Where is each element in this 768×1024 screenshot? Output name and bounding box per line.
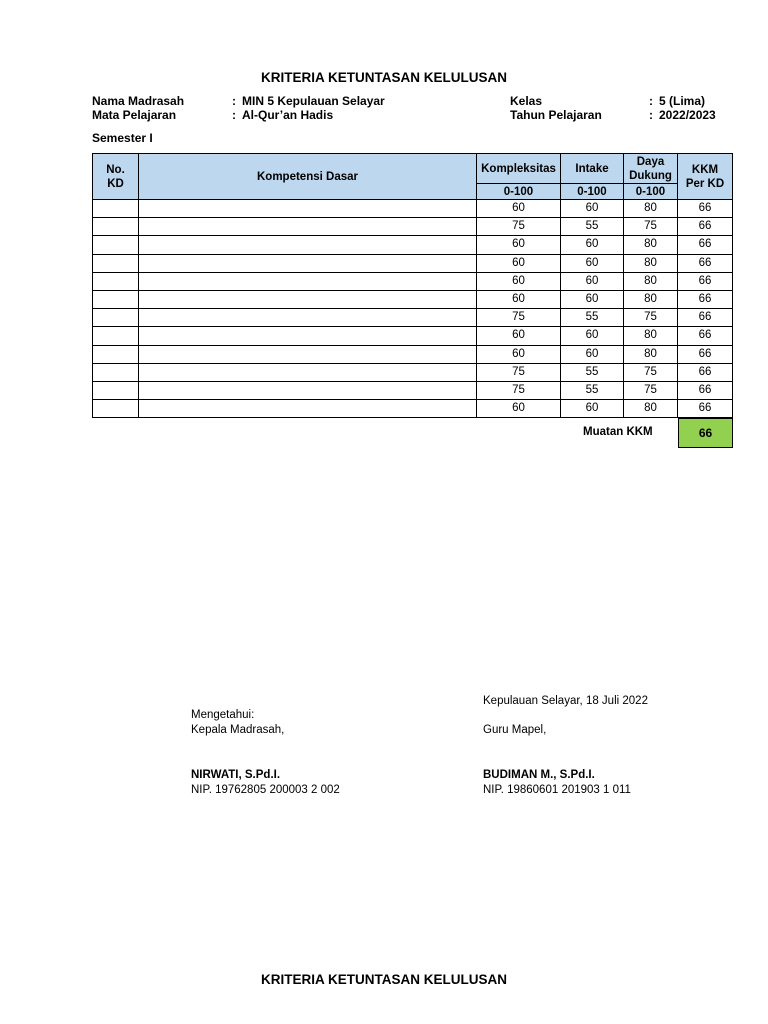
- kkm-cell: 66: [678, 200, 733, 218]
- kepala-role: Kepala Madrasah,: [191, 724, 285, 736]
- table-row: [93, 345, 733, 363]
- daya-dukung-cell: 75: [624, 381, 678, 399]
- range-intake: 0-100: [561, 184, 624, 200]
- mata-pelajaran-value: Al-Qur’an Hadis: [242, 108, 334, 122]
- kompetensi-cell: [139, 272, 477, 290]
- table-row: [93, 200, 733, 218]
- daya-dukung-cell: 80: [624, 200, 678, 218]
- table-row: [93, 309, 733, 327]
- table-row: [93, 236, 733, 254]
- no-kd-cell: [93, 327, 139, 345]
- header-kompetensi-dasar: Kompetensi Dasar: [139, 154, 477, 200]
- separator: :: [649, 94, 653, 108]
- kompetensi-cell: [139, 290, 477, 308]
- kompleksitas-cell: 60: [477, 272, 561, 290]
- place-date: Kepulauan Selayar, 18 Juli 2022: [483, 695, 648, 707]
- table-row: [93, 290, 733, 308]
- header-kkm-per-kd: [678, 154, 733, 200]
- kompetensi-cell: [139, 345, 477, 363]
- kkm-cell: 66: [678, 400, 733, 418]
- kompetensi-cell: [139, 254, 477, 272]
- separator: :: [232, 94, 236, 108]
- kkm-cell: 66: [678, 236, 733, 254]
- kkm-cell: 66: [678, 254, 733, 272]
- kompleksitas-cell: 75: [477, 309, 561, 327]
- kompleksitas-cell: 60: [477, 345, 561, 363]
- kompetensi-cell: [139, 236, 477, 254]
- no-kd-cell: [93, 381, 139, 399]
- table-row: [93, 327, 733, 345]
- guru-nip: NIP. 19860601 201903 1 011: [483, 784, 631, 796]
- daya-dukung-cell: 80: [624, 254, 678, 272]
- header-daya-dukung: [624, 154, 678, 184]
- kompetensi-cell: [139, 309, 477, 327]
- kompleksitas-cell: 60: [477, 236, 561, 254]
- header-daya-line1: Daya: [636, 155, 665, 168]
- intake-cell: 60: [561, 254, 624, 272]
- kompetensi-cell: [139, 218, 477, 236]
- kompetensi-cell: [139, 381, 477, 399]
- nama-madrasah-label: Nama Madrasah: [92, 94, 185, 108]
- header-kkm-line2: Per KD: [685, 177, 725, 190]
- guru-role: Guru Mapel,: [483, 724, 547, 736]
- kkm-cell: 66: [678, 345, 733, 363]
- table-row: [93, 400, 733, 418]
- intake-cell: 60: [561, 345, 624, 363]
- intake-cell: 60: [561, 272, 624, 290]
- table-row: [93, 218, 733, 236]
- kompleksitas-cell: 60: [477, 290, 561, 308]
- kompetensi-cell: [139, 400, 477, 418]
- kkm-cell: 66: [678, 290, 733, 308]
- header-intake: Intake: [561, 154, 624, 184]
- no-kd-cell: [93, 272, 139, 290]
- kompleksitas-cell: 60: [477, 200, 561, 218]
- header-daya-line2: Dukung: [629, 169, 672, 182]
- kkm-cell: 66: [678, 218, 733, 236]
- header-kompleksitas: Kompleksitas: [477, 154, 561, 184]
- muatan-kkm-label: Muatan KKM: [583, 426, 653, 438]
- kkm-cell: 66: [678, 309, 733, 327]
- intake-cell: 60: [561, 327, 624, 345]
- daya-dukung-cell: 75: [624, 309, 678, 327]
- no-kd-cell: [93, 363, 139, 381]
- intake-cell: 60: [561, 290, 624, 308]
- kkm-cell: 66: [678, 363, 733, 381]
- footer-title: KRITERIA KETUNTASAN KELULUSAN: [261, 972, 507, 987]
- no-kd-cell: [93, 309, 139, 327]
- table-row: [93, 381, 733, 399]
- daya-dukung-cell: 80: [624, 272, 678, 290]
- daya-dukung-cell: 80: [624, 290, 678, 308]
- kompleksitas-cell: 75: [477, 381, 561, 399]
- kompleksitas-cell: 60: [477, 400, 561, 418]
- muatan-kkm-value: 66: [678, 418, 733, 448]
- separator: :: [232, 108, 236, 122]
- table-row: [93, 254, 733, 272]
- table-row: [93, 363, 733, 381]
- page-title: KRITERIA KETUNTASAN KELULUSAN: [261, 70, 507, 85]
- daya-dukung-cell: 80: [624, 327, 678, 345]
- kompleksitas-cell: 75: [477, 363, 561, 381]
- range-kompleksitas: 0-100: [477, 184, 561, 200]
- kompetensi-cell: [139, 200, 477, 218]
- mata-pelajaran-label: Mata Pelajaran: [92, 108, 177, 122]
- mengetahui-label: Mengetahui:: [191, 709, 255, 721]
- kelas-value: 5 (Lima): [659, 94, 706, 108]
- intake-cell: 60: [561, 400, 624, 418]
- kompleksitas-cell: 75: [477, 218, 561, 236]
- nama-madrasah-value: MIN 5 Kepulauan Selayar: [242, 94, 385, 108]
- range-daya-dukung: 0-100: [624, 184, 678, 200]
- kompleksitas-cell: 60: [477, 254, 561, 272]
- tahun-label: Tahun Pelajaran: [510, 108, 602, 122]
- no-kd-cell: [93, 218, 139, 236]
- kkm-cell: 66: [678, 381, 733, 399]
- kkm-cell: 66: [678, 272, 733, 290]
- kompleksitas-cell: 60: [477, 327, 561, 345]
- kkm-table: [92, 153, 733, 418]
- guru-name: BUDIMAN M., S.Pd.I.: [483, 769, 595, 781]
- kelas-label: Kelas: [510, 94, 543, 108]
- kkm-cell: 66: [678, 327, 733, 345]
- semester-label: Semester I: [92, 131, 153, 145]
- intake-cell: 55: [561, 309, 624, 327]
- intake-cell: 55: [561, 381, 624, 399]
- intake-cell: 55: [561, 363, 624, 381]
- daya-dukung-cell: 80: [624, 400, 678, 418]
- daya-dukung-cell: 80: [624, 236, 678, 254]
- daya-dukung-cell: 80: [624, 345, 678, 363]
- kepala-name: NIRWATI, S.Pd.I.: [191, 769, 281, 781]
- header-no-kd-line1: No.: [106, 163, 125, 176]
- no-kd-cell: [93, 400, 139, 418]
- daya-dukung-cell: 75: [624, 218, 678, 236]
- no-kd-cell: [93, 290, 139, 308]
- separator: :: [649, 108, 653, 122]
- header-kkm-line1: KKM: [691, 163, 719, 176]
- kompetensi-cell: [139, 327, 477, 345]
- daya-dukung-cell: 75: [624, 363, 678, 381]
- no-kd-cell: [93, 345, 139, 363]
- tahun-value: 2022/2023: [659, 108, 716, 122]
- no-kd-cell: [93, 254, 139, 272]
- no-kd-cell: [93, 200, 139, 218]
- table-row: [93, 272, 733, 290]
- header-no-kd-line2: KD: [107, 177, 124, 190]
- intake-cell: 55: [561, 218, 624, 236]
- header-no-kd: [93, 154, 139, 200]
- intake-cell: 60: [561, 200, 624, 218]
- no-kd-cell: [93, 236, 139, 254]
- kompetensi-cell: [139, 363, 477, 381]
- intake-cell: 60: [561, 236, 624, 254]
- kepala-nip: NIP. 19762805 200003 2 002: [191, 784, 340, 796]
